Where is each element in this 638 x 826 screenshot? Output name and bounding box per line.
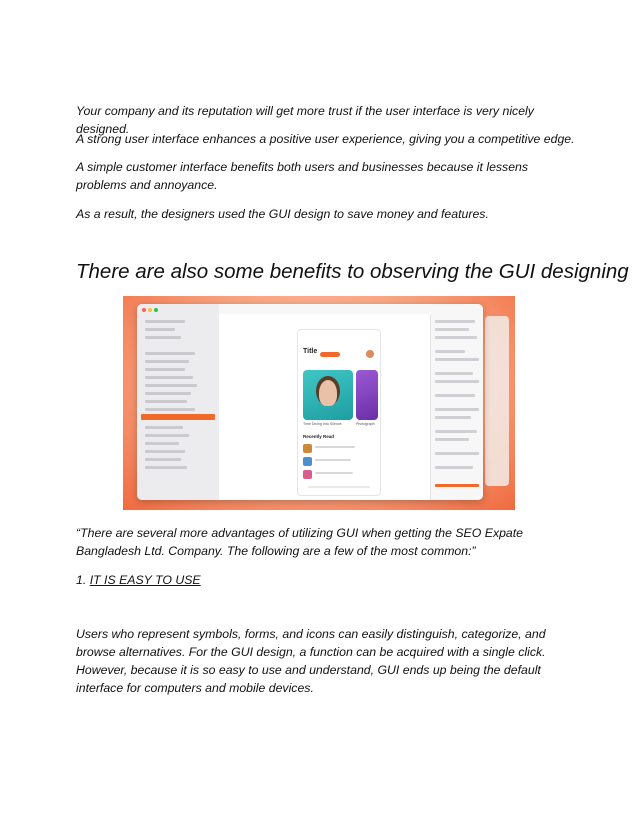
point-1-number: 1. <box>76 573 87 587</box>
recently-read-label: Recently Read <box>303 434 335 439</box>
card-caption-2: Photograph <box>356 422 375 426</box>
accent-pill <box>320 352 340 357</box>
paragraph-competitive-edge: A strong user interface enhances a positive user experience, giving you a competitive edge. <box>76 132 575 146</box>
section-heading: There are also some benefits to observing the GUI designing <box>76 260 629 283</box>
card-caption-1: Time Diving Into Silence <box>303 422 342 426</box>
phone-title: Title <box>303 348 318 355</box>
paragraph-trust: Your company and its reputation will get more trust if the user interface is very nicely designed. <box>76 104 534 136</box>
paragraph-simple-interface: A simple customer interface benefits both users and businesses because it lessens problems and annoyance. <box>76 160 529 192</box>
body-paragraph: Users who represent symbols, forms, and icons can easily distinguish, categorize, and browse alternatives. For the GUI design, a function can be acquired with a single click. However, because it is so easy to use and understand, GUI ends up being the default interface for computers and mobile devices. <box>76 627 546 695</box>
paragraph-result: As a result, the designers used the GUI design to save money and features. <box>76 207 489 221</box>
point-1-heading <box>76 571 576 589</box>
intro-quote: “There are several more advantages of utilizing GUI when getting the SEO Expate Bangladesh Ltd. Company. The following are a few of the most common:” <box>76 526 524 558</box>
inspector-panel <box>430 314 483 500</box>
layers-sidebar <box>137 304 220 500</box>
avatar <box>366 350 374 358</box>
point-1-title: IT IS EASY TO USE <box>89 573 201 587</box>
book-card-purple <box>356 370 378 420</box>
book-card-portrait <box>303 370 353 420</box>
design-app-window <box>137 304 483 500</box>
selected-layer <box>141 414 215 420</box>
phone-artboard <box>297 329 381 496</box>
gui-design-screenshot <box>123 296 515 510</box>
